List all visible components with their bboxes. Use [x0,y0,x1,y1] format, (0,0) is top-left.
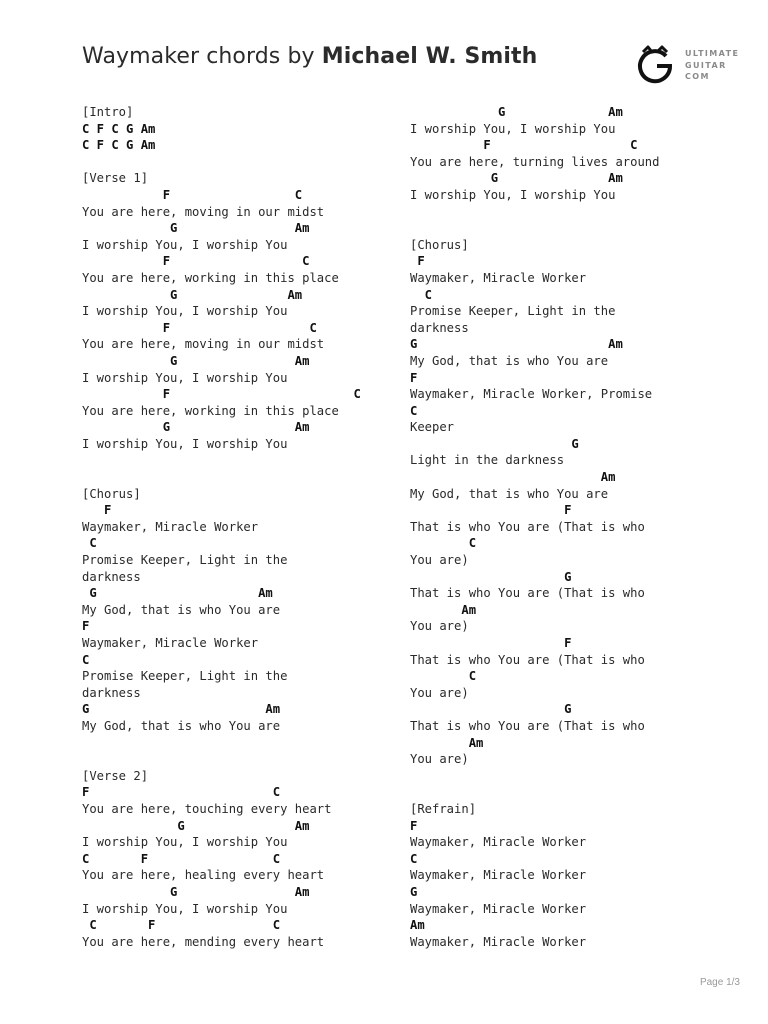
chord-line: F [410,254,425,269]
lyric-line: Promise Keeper, Light in the [82,553,288,568]
lyric-line: You are here, turning lives around [410,154,660,169]
lyric-line: My God, that is who You are [410,486,609,501]
chord-line: Am [410,735,484,750]
chord-line: F [82,619,90,634]
chord-line: Am [410,918,425,933]
lyric-line: I worship You, I worship You [82,835,288,850]
lyric-line: Promise Keeper, Light in the [410,304,616,319]
chord-line: F [410,818,418,833]
song-title: Waymaker chords by [82,44,322,69]
lyric-line: Keeper [410,420,455,435]
chord-line: C [410,287,433,302]
lyric-line [410,784,750,801]
chord-line: G Am [82,818,310,833]
chord-line: C [82,652,90,667]
chord-line: C [82,536,97,551]
chord-line: G [410,436,579,451]
lyric-line: You are) [410,553,469,568]
lyric-line: Waymaker, Miracle Worker [410,835,587,850]
lyric-line: I worship You, I worship You [82,237,288,252]
lyric-line: I worship You, I worship You [410,187,616,202]
lyric-line [82,469,422,486]
chord-line: G Am [82,353,310,368]
lyric-line: Waymaker, Miracle Worker [410,901,587,916]
lyric-line: Waymaker, Miracle Worker [82,519,259,534]
chord-line: F C [82,320,317,335]
lyric-line [410,768,750,785]
lyric-line: You are here, working in this place [82,403,339,418]
chord-line: F C [82,187,303,202]
lyric-line [82,452,422,469]
chord-line: G Am [410,105,623,119]
page-title [82,44,537,69]
chord-line: G [410,702,572,717]
chord-line: C [410,669,477,684]
lyric-line: Waymaker, Miracle Worker [410,868,587,883]
chord-line: C F C [82,918,281,933]
section-label: [Verse 1] [82,171,149,186]
logo-wordmark [685,48,739,83]
chord-line: G Am [82,702,281,717]
lyric-line: darkness [410,320,469,335]
chord-line: G Am [410,171,623,186]
logo-line: GUITAR [685,60,727,70]
lyric-line: Waymaker, Miracle Worker [410,934,587,949]
lyric-line: That is who You are (That is who [410,586,645,601]
chord-line: G Am [82,221,310,236]
chord-line: F [410,370,418,385]
lyric-line: You are) [410,685,469,700]
lyric-line: You are here, touching every heart [82,801,332,816]
chord-line: C F C G Am [82,138,156,153]
section-label: [Verse 2] [82,768,149,783]
lyric-line [82,154,422,171]
lyric-line: My God, that is who You are [410,353,609,368]
chord-line: G Am [82,420,310,435]
logo-line: ULTIMATE [685,49,740,58]
lyric-line: You are here, moving in our midst [82,204,325,219]
lyric-line: Promise Keeper, Light in the [82,669,288,684]
chord-line: F C [82,387,361,402]
guitar-pick-logo-icon [635,44,675,84]
section-label: [Intro] [82,105,134,119]
chord-line: G Am [82,586,273,601]
lyric-line: My God, that is who You are [82,718,281,733]
chord-line: F C [82,785,281,800]
chord-line: Am [410,602,477,617]
chord-line: F [410,503,572,518]
lyric-line [82,751,422,768]
chord-line: G [410,884,418,899]
lyric-line: I worship You, I worship You [82,436,288,451]
chord-line: G Am [82,884,310,899]
logo-line: COM [685,72,710,81]
lyric-line: You are here, healing every heart [82,868,325,883]
chord-line: C [410,851,418,866]
lyric-line: darkness [82,569,141,584]
chord-sheet-right-column [410,104,750,950]
page-number: Page 1/3 [699,977,740,988]
chord-line: Am [410,470,616,485]
lyric-line: Light in the darkness [410,453,565,468]
lyric-line: You are here, mending every heart [82,934,325,949]
lyric-line: I worship You, I worship You [82,370,288,385]
chord-line: G [410,569,572,584]
section-label: [Chorus] [410,237,469,252]
chord-line: C F C G Am [82,121,156,136]
chord-line: C F C [82,851,281,866]
chord-sheet-left-column [82,104,422,950]
artist-name: Michael W. Smith [321,44,538,69]
lyric-line: You are here, working in this place [82,270,339,285]
lyric-line [410,220,750,237]
lyric-line [82,735,422,752]
chord-line: F [410,636,572,650]
lyric-line: darkness [82,685,141,700]
chord-line: F [82,503,112,518]
lyric-line: You are) [410,619,469,634]
ultimate-guitar-logo [635,44,745,84]
lyric-line: I worship You, I worship You [410,121,616,136]
chord-line: G Am [410,337,623,352]
lyric-line [410,204,750,221]
lyric-line: Waymaker, Miracle Worker, Promise [410,387,653,402]
lyric-line: I worship You, I worship You [82,304,288,319]
lyric-line: That is who You are (That is who [410,519,645,534]
lyric-line: Waymaker, Miracle Worker [82,636,259,650]
lyric-line: Waymaker, Miracle Worker [410,270,587,285]
lyric-line: That is who You are (That is who [410,652,645,667]
chord-line: F C [82,254,310,269]
section-label: [Chorus] [82,486,141,501]
chord-line: G Am [82,287,303,302]
lyric-line: I worship You, I worship You [82,901,288,916]
lyric-line: That is who You are (That is who [410,718,645,733]
chord-line: F C [410,138,638,153]
section-label: [Refrain] [410,801,477,816]
lyric-line: You are) [410,752,469,767]
chord-line: C [410,403,418,418]
lyric-line: My God, that is who You are [82,602,281,617]
lyric-line: You are here, moving in our midst [82,337,325,352]
chord-line: C [410,536,477,551]
